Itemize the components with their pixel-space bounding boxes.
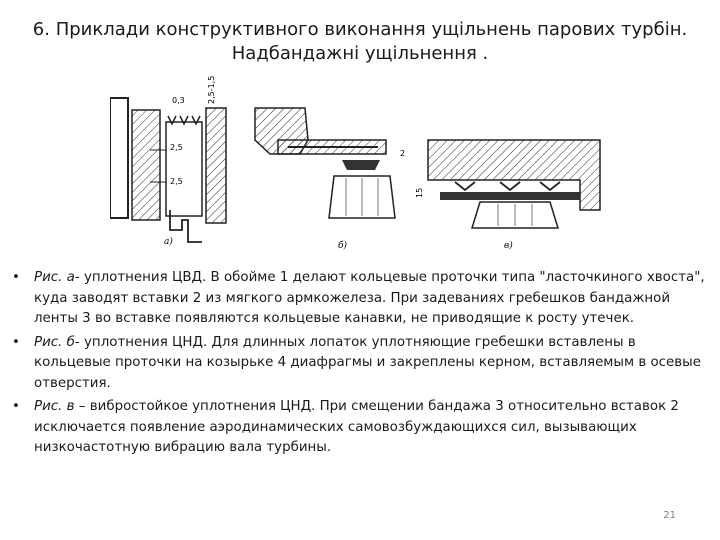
seal-drawings-figure (110, 70, 630, 258)
drawing-c-inserts (455, 182, 560, 190)
drawing-a-label: а) (164, 237, 173, 247)
bullet-b-text: - уплотнения ЦНД. Для длинных лопаток уплотняющие гребешки вставлены в кольцевые проточки на козырьке 4 диафрагмы и закреплены керном, вставляемым в осевые отверстия. (34, 334, 701, 391)
drawing-a-dovetail (170, 210, 202, 242)
description-list (8, 268, 713, 462)
drawing-a-holder (132, 110, 160, 220)
bullet-b-lead: Рис. б (34, 334, 75, 350)
drawing-a-dim-2-5-b: 2,5 (170, 177, 183, 186)
drawing-a-dim-2-5-1-5: 2,5-1,5 (207, 75, 216, 104)
bullet-item-c (8, 397, 713, 459)
bullet-item-b (8, 333, 713, 395)
drawing-b (255, 108, 405, 251)
drawing-c-dim-15: 15 (415, 187, 424, 198)
bullet-a-lead: Рис. а (34, 270, 75, 285)
drawing-c (415, 140, 600, 251)
drawing-b-label: б) (338, 241, 348, 251)
drawing-c-label: в) (504, 241, 513, 251)
drawing-c-shroud (440, 192, 580, 200)
drawing-a (110, 76, 226, 247)
slide-title (0, 18, 720, 66)
drawing-a-fins (168, 116, 200, 124)
slide-title-line-1: 6. Приклади конструктивного виконання ущільнень парових турбін. (32, 19, 688, 40)
bullet-c-text: – вибростойкое уплотнения ЦНД. При смещении бандажа 3 относительно вставок 2 исключается появление аэродинамических самовозбуждающихся сил, вызывающих низкочастотную вибрацию вала турбины. (34, 399, 679, 455)
bullet-a-text: - уплотнения ЦВД. В обойме 1 делают кольцевые проточки типа "ласточкиного хвоста", куда заводят вставки 2 из мягкого армкожелеза. При задеваниях гребешков бандажной ленты 3 во вставке появляются кольцевые канавки, не приводящие к росту утечек. (34, 270, 705, 326)
bullet-dot-icon: • (12, 270, 20, 285)
drawing-a-insert (166, 122, 202, 216)
drawing-a-dim-0-3: 0,3 (172, 96, 185, 105)
bullet-dot-icon: • (12, 399, 20, 414)
slide-title-line-2: Надбандажні ущільнення . (231, 43, 489, 64)
seal-drawings-svg (110, 70, 630, 258)
drawing-a-dim-2-5-a: 2,5 (170, 143, 183, 152)
bullet-dot-icon: • (12, 334, 20, 350)
bullet-item-a (8, 268, 713, 330)
bullet-c-lead: Рис. в (34, 399, 75, 414)
drawing-b-dim-2: 2 (400, 149, 406, 158)
drawing-b-strips (342, 160, 380, 170)
drawing-a-casing-left (110, 98, 128, 218)
drawing-a-shroud (206, 108, 226, 223)
page-number: 21 (663, 510, 676, 521)
